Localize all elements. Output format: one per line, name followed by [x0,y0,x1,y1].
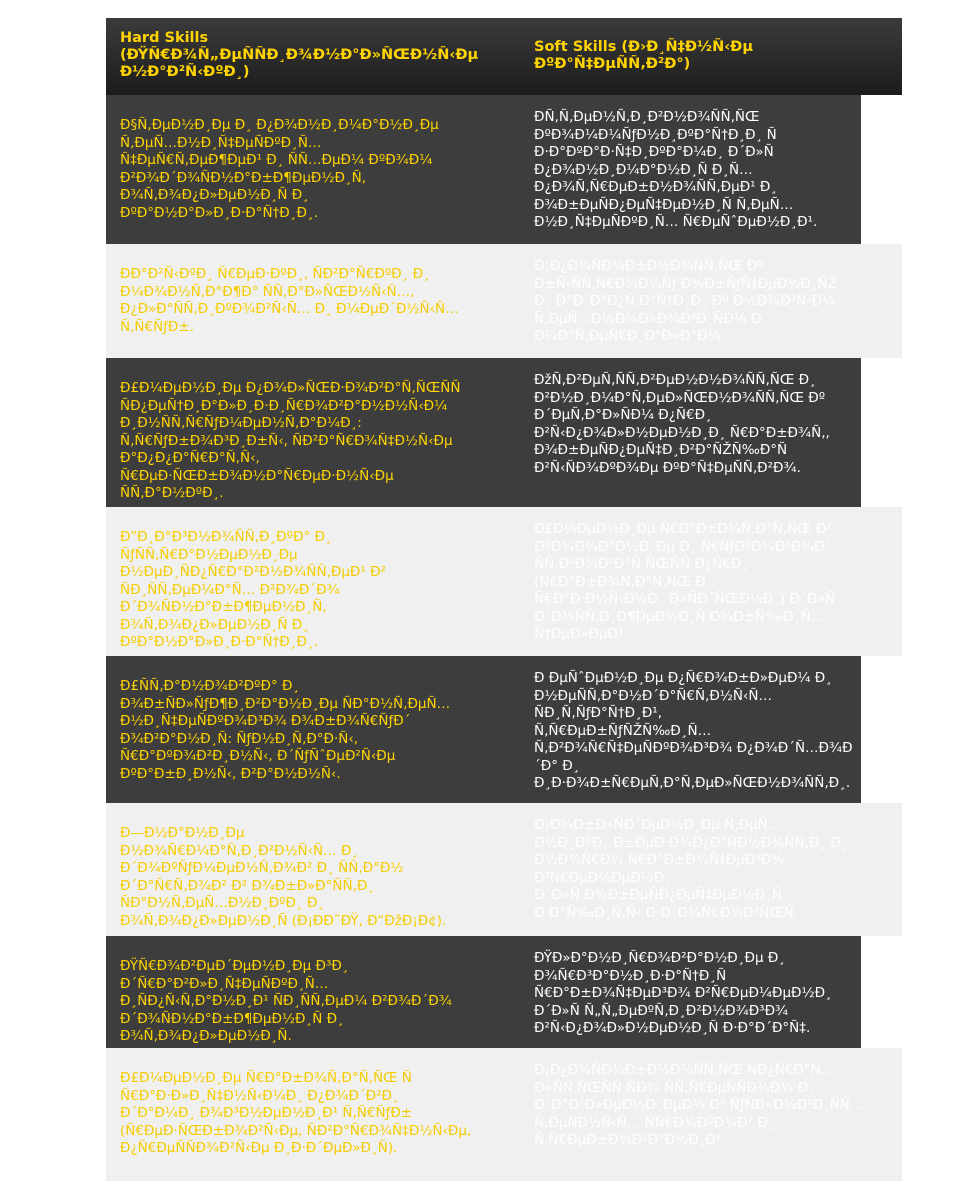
hard-skill-cell: Đ—Đ½Đ°Đ½Đ¸Đµ Đ½Đ¾Ñ€Đ¼Đ°Ñ‚Đ¸Đ²Đ½Ñ‹Ñ… Đ¸ Đ´Đ¾ĐºÑƒĐ¼ĐµĐ½Ñ‚Đ¾Đ² Đ¸ ÑÑ‚Đ°Đ½ Đ´Đ°Ñ€Ñ‚Đ¾Đ² Đ² Đ¾Đ±Đ»Đ°ÑÑ‚Đ¸ ÑĐ°Đ½Ñ‚ĐµÑ…Đ½Đ¸ĐºĐ¸ Đ¸ Đ¾Ñ‚Đ¾Đ¿Đ»ĐµĐ½Đ¸Ñ (Đ¡ĐĐ˜ĐŸ, Đ“ĐžĐ¡Đ¢). [120,825,447,929]
table-row [106,803,902,936]
table-row [106,936,861,1048]
hard-skill-cell: Đ£ÑÑ‚Đ°Đ½Đ¾Đ²ĐºĐ° Đ¸ Đ¾Đ±ÑĐ»ÑƒĐ¶Đ¸Đ²Đ°Đ½Đ¸Đµ ÑĐ°Đ½Ñ‚ĐµÑ… Đ½Đ¸Ñ‡ĐµÑĐºĐ¾Đ³Đ¾ Đ¾Đ±Đ¾Ñ€ÑƒĐ´ Đ¾Đ²Đ°Đ½Đ¸Ñ: ÑƒĐ½Đ¸Ñ‚Đ°Đ·Ñ‹, Ñ€Đ°ĐºĐ¾Đ²Đ¸Đ½Ñ‹, Đ´ÑƒÑˆĐµĐ²Ñ‹Đµ ĐºĐ°Đ±Đ¸Đ½Ñ‹, Đ²Đ°Đ½Đ½Ñ‹. [120,678,451,782]
table-header [106,18,902,95]
soft-skill-cell: Đ¡Đ¾Đ±Đ»ÑĐ´ĐµĐ½Đ¸Đµ Ñ‚ĐµÑ… Đ½Đ¸ĐºĐ¸ Đ±ĐµĐ·Đ¾Đ¿Đ°ÑĐ½Đ¾ÑÑ‚Đ¸ Đ¸ Đ½Đ¾Ñ€Đ¼ Ñ€Đ°Đ±Đ¾Ñ‡ĐµĐ³Đ¾ Đ²Ñ€ĐµĐ¼ĐµĐ½Đ¸ Đ´Đ»Ñ Đ¾Đ±ĐµÑĐ¿ĐµÑ‡ĐµĐ½Đ¸Ñ Đ·Đ°Ñ‰Đ¸Ñ‚Ñ‹ Đ·Đ´Đ¾Ñ€Đ¾Đ²ÑŒÑ. [534,817,848,921]
table-row [106,1048,902,1181]
table-body [106,95,902,1181]
table-row [106,656,861,803]
soft-skill-cell: Đ¡Đ¿Đ¾ÑĐ¾Đ±Đ½Đ¾ÑÑ‚ÑŒ Đº Đ±Ñ‹ÑÑ‚Ñ€Đ¾Đ¼Ñƒ Đ¾Đ±ÑƒÑ‡ĐµĐ½Đ¸ÑŽ Đ¸ Đ°Đ´Đ°Đ¿Ñ‚Đ°Ñ†Đ¸Đ¸ Đº Đ½Đ¾Đ²Ñ‹Đ¼ Ñ‚ĐµÑ…Đ½Đ¾Đ»Đ¾Đ³Đ¸ÑĐ¼ Đ¸ Đ¼Đ°Ñ‚ĐµÑ€Đ¸Đ°Đ»Đ°Đ¼. [534,258,837,344]
soft-skill-cell: Đ£Đ¼ĐµĐ½Đ¸Đµ Ñ€Đ°Đ±Đ¾Ñ‚Đ°Ñ‚ÑŒ Đ² ĐºĐ¾Đ¼Đ°Đ½Đ´Đµ Đ¸ Ñ€ÑƒĐºĐ¾Đ²Đ¾Đ´ ÑÑ‚Đ²Đ¾Đ²Đ°Ñ‚ÑŒÑÑ Đ¿Ñ€Đ¸ (Ñ€Đ°Đ±Đ¾Ñ‚Đ°Ñ‚ÑŒ Đ¸ Ñ€Đ°Đ·Đ½Ñ‹Đ¼Đ¸ Đ»ÑĐ´ÑŒĐ¼Đ¸) Đ´Đ»Ñ Đ´Đ¾ÑÑ‚Đ¸Đ¶ĐµĐ½Đ¸Ñ Đ¾Đ±Ñ‰Đ¸Ñ… Ñ†ĐµĐ»ĐµĐ¹. [534,521,836,642]
table-row [106,507,902,656]
soft-skill-cell: Đ¡Đ¿Đ¾ÑĐ¾Đ±Đ½Đ¾ÑÑ‚ÑŒ ÑĐ¿Ñ€Đ°Ñ… Đ»ÑÑ‚ÑŒÑÑ ÑĐ¾ ÑÑ‚Ñ€ĐµÑÑĐ¾Đ¼ Đ¸ Đ´Đ°Đ²Đ»ĐµĐ½Đ¸ĐµĐ¼ Đ² ÑƒÑĐ»Đ¾Đ²Đ¸ÑÑ… Ñ‚ĐµÑĐ½Ñ‹Ñ… ÑÑ€Đ¾ĐºĐ¾Đ² Đ¸ Ñ‚Ñ€ĐµĐ±Đ¾Đ²Đ°Đ½Đ¸Đ¹. [534,1062,864,1148]
hard-skill-cell: Đ£Đ¼ĐµĐ½Đ¸Đµ Ñ€Đ°Đ±Đ¾Ñ‚Đ°Ñ‚ÑŒ Ñ Ñ€Đ°Đ·Đ»Đ¸Ñ‡Đ½Ñ‹Đ¼Đ¸ Đ¿Đ¾Đ´Đ²Đ¸ Đ´Đ°Đ¼Đ¸ Đ¾Đ³Đ½ĐµĐ½Đ¸Đ¹ Ñ‚Ñ€ÑƒĐ± (Ñ€ĐµĐ·ÑŒĐ±Đ¾Đ²Ñ‹Đµ, ÑĐ²Đ°Ñ€Đ¾Ñ‡Đ½Ñ‹Đµ, Đ¿Ñ€ĐµÑÑĐ¾Đ²Ñ‹Đµ Đ¸Đ·Đ´ĐµĐ»Đ¸Ñ). [120,1070,472,1156]
header-hard-skills: Hard Skills (ĐŸÑ€Đ¾Ñ„ĐµÑÑĐ¸Đ¾Đ½Đ°Đ»ÑŒĐ½Ñ‹Đµ Đ½Đ°Đ²Ñ‹ĐºĐ¸) [120,30,479,80]
table-row [106,95,861,244]
hard-skill-cell: ĐĐ°Đ²Ñ‹ĐºĐ¸ Ñ€ĐµĐ·ĐºĐ¸, ÑĐ²Đ°Ñ€ĐºĐ¸ Đ¸ Đ¼Đ¾Đ½Ñ‚Đ°Đ¶Đ° ÑÑ‚Đ°Đ»ÑŒĐ½Ñ‹Ñ…, Đ¿Đ»Đ°ÑÑ‚Đ¸ĐºĐ¾Đ²Ñ‹Ñ… Đ¸ Đ¼ĐµĐ´Đ½Ñ‹Ñ… Ñ‚Ñ€ÑƒĐ±. [120,266,459,335]
table-row [106,358,861,507]
hard-skill-cell: Đ§Ñ‚ĐµĐ½Đ¸Đµ Đ¸ Đ¿Đ¾Đ½Đ¸Đ¼Đ°Đ½Đ¸Đµ Ñ‚ĐµÑ…Đ½Đ¸Ñ‡ĐµÑĐºĐ¸Ñ… Ñ‡ĐµÑ€Ñ‚ĐµĐ¶ĐµĐ¹ Đ¸ ÑÑ…ĐµĐ¼ ĐºĐ¾Đ¼ Đ²Đ¾Đ´Đ¾ÑĐ½Đ°Đ±Đ¶ĐµĐ½Đ¸Ñ, Đ¾Ñ‚Đ¾Đ¿Đ»ĐµĐ½Đ¸Ñ Đ¸ ĐºĐ°Đ½Đ°Đ»Đ¸Đ·Đ°Ñ†Đ¸Đ¸. [120,117,439,221]
skills-table [106,18,902,1181]
hard-skill-cell: ĐŸÑ€Đ¾Đ²ĐµĐ´ĐµĐ½Đ¸Đµ Đ³Đ¸ Đ´Ñ€Đ°Đ²Đ»Đ¸Ñ‡ĐµÑĐºĐ¸Ñ… Đ¸ÑĐ¿Ñ‹Ñ‚Đ°Đ½Đ¸Đ¹ ÑĐ¸ÑÑ‚ĐµĐ¼ Đ²Đ¾Đ´Đ¾ Đ´Đ¾ÑĐ½Đ°Đ±Đ¶ĐµĐ½Đ¸Ñ Đ¸ Đ¾Ñ‚Đ¾Đ¿Đ»ĐµĐ½Đ¸Ñ. [120,958,452,1044]
hard-skill-cell: Đ”Đ¸Đ°Đ³Đ½Đ¾ÑÑ‚Đ¸ĐºĐ° Đ¸ ÑƒÑÑ‚Ñ€Đ°Đ½ĐµĐ½Đ¸Đµ Đ½ĐµĐ¸ÑĐ¿Ñ€Đ°Đ²Đ½Đ¾ÑÑ‚ĐµĐ¹ Đ² ÑĐ¸ÑÑ‚ĐµĐ¼Đ°Ñ… Đ²Đ¾Đ´Đ¾ Đ´Đ¾ÑĐ½Đ°Đ±Đ¶ĐµĐ½Đ¸Ñ, Đ¾Ñ‚Đ¾Đ¿Đ»ĐµĐ½Đ¸Ñ Đ¸ ĐºĐ°Đ½Đ°Đ»Đ¸Đ·Đ°Ñ†Đ¸Đ¸. [120,529,386,650]
hard-skill-cell: Đ£Đ¼ĐµĐ½Đ¸Đµ Đ¿Đ¾Đ»ÑŒĐ·Đ¾Đ²Đ°Ñ‚ÑŒÑÑ ÑĐ¿ĐµÑ†Đ¸Đ°Đ»Đ¸Đ·Đ¸Ñ€Đ¾Đ²Đ°Đ½Đ½Ñ‹Đ¼ Đ¸Đ½ÑÑ‚Ñ€ÑƒĐ¼ĐµĐ½Ñ‚Đ°Đ¼Đ¸: Ñ‚Ñ€ÑƒĐ±Đ¾Đ³Đ¸Đ±Ñ‹, ÑĐ²Đ°Ñ€Đ¾Ñ‡Đ½Ñ‹Đµ Đ°Đ¿Đ¿Đ°Ñ€Đ°Ñ‚Ñ‹, Ñ€ĐµĐ·ÑŒĐ±Đ¾Đ½Đ°Ñ€ĐµĐ·Đ½Ñ‹Đµ ÑÑ‚Đ°Đ½ĐºĐ¸. [120,380,461,501]
header-soft-skills: Soft Skills (Đ›Đ¸Ñ‡Đ½Ñ‹Đµ ĐºĐ°Ñ‡ĐµÑÑ‚Đ²Đ°) [534,39,753,72]
table-row [106,244,902,358]
soft-skill-cell: ĐžÑ‚Đ²ĐµÑ‚ÑÑ‚Đ²ĐµĐ½Đ½Đ¾ÑÑ‚ÑŒ Đ¸ Đ²Đ½Đ¸Đ¼Đ°Ñ‚ĐµĐ»ÑŒĐ½Đ¾ÑÑ‚ÑŒ Đº Đ´ĐµÑ‚Đ°Đ»ÑĐ¼ Đ¿Ñ€Đ¸ Đ²Ñ‹Đ¿Đ¾Đ»Đ½ĐµĐ½Đ¸Đ¸ Ñ€Đ°Đ±Đ¾Ñ‚, Đ¾Đ±ĐµÑĐ¿ĐµÑ‡Đ¸Đ²Đ°ÑŽÑ‰Đ°Ñ Đ²Ñ‹ÑĐ¾ĐºĐ¾Đµ ĐºĐ°Ñ‡ĐµÑÑ‚Đ²Đ¾. [534,372,830,476]
soft-skill-cell: Đ ĐµÑˆĐµĐ½Đ¸Đµ Đ¿Ñ€Đ¾Đ±Đ»ĐµĐ¼ Đ¸ Đ½ĐµÑÑ‚Đ°Đ½Đ´Đ°Ñ€Ñ‚Đ½Ñ‹Ñ… ÑĐ¸Ñ‚ÑƒĐ°Ñ†Đ¸Đ¹, Ñ‚Ñ€ĐµĐ±ÑƒÑŽÑ‰Đ¸Ñ… Ñ‚Đ²Đ¾Ñ€Ñ‡ĐµÑĐºĐ¾Đ³Đ¾ Đ¿Đ¾Đ´Ñ…Đ¾Đ´Đ° Đ¸ Đ¸Đ·Đ¾Đ±Ñ€ĐµÑ‚Đ°Ñ‚ĐµĐ»ÑŒĐ½Đ¾ÑÑ‚Đ¸. [534,670,853,791]
soft-skill-cell: ĐÑ‚Ñ‚ĐµĐ½Ñ‚Đ¸Đ²Đ½Đ¾ÑÑ‚ÑŒ ĐºĐ¾Đ¼Đ¼ÑƒĐ½Đ¸ĐºĐ°Ñ†Đ¸Đ¸ Ñ Đ·Đ°ĐºĐ°Đ·Ñ‡Đ¸ĐºĐ°Đ¼Đ¸ Đ´Đ»Ñ Đ¿Đ¾Đ½Đ¸Đ¼Đ°Đ½Đ¸Ñ Đ¸Ñ… Đ¿Đ¾Ñ‚Ñ€ĐµĐ±Đ½Đ¾ÑÑ‚ĐµĐ¹ Đ¸ Đ¾Đ±ĐµÑĐ¿ĐµÑ‡ĐµĐ½Đ¸Ñ Ñ‚ĐµÑ… Đ½Đ¸Ñ‡ĐµÑĐºĐ¸Ñ… Ñ€ĐµÑˆĐµĐ½Đ¸Đ¹. [534,109,818,230]
soft-skill-cell: ĐŸĐ»Đ°Đ½Đ¸Ñ€Đ¾Đ²Đ°Đ½Đ¸Đµ Đ¸ Đ¾Ñ€Đ³Đ°Đ½Đ¸Đ·Đ°Ñ†Đ¸Ñ Ñ€Đ°Đ±Đ¾Ñ‡ĐµĐ³Đ¾ Đ²Ñ€ĐµĐ¼ĐµĐ½Đ¸ Đ´Đ»Ñ Ñ„Ñ„ĐµĐºÑ‚Đ¸Đ²Đ½Đ¾Đ³Đ¾ Đ²Ñ‹Đ¿Đ¾Đ»Đ½ĐµĐ½Đ¸Ñ Đ·Đ°Đ´Đ°Ñ‡. [534,950,832,1036]
